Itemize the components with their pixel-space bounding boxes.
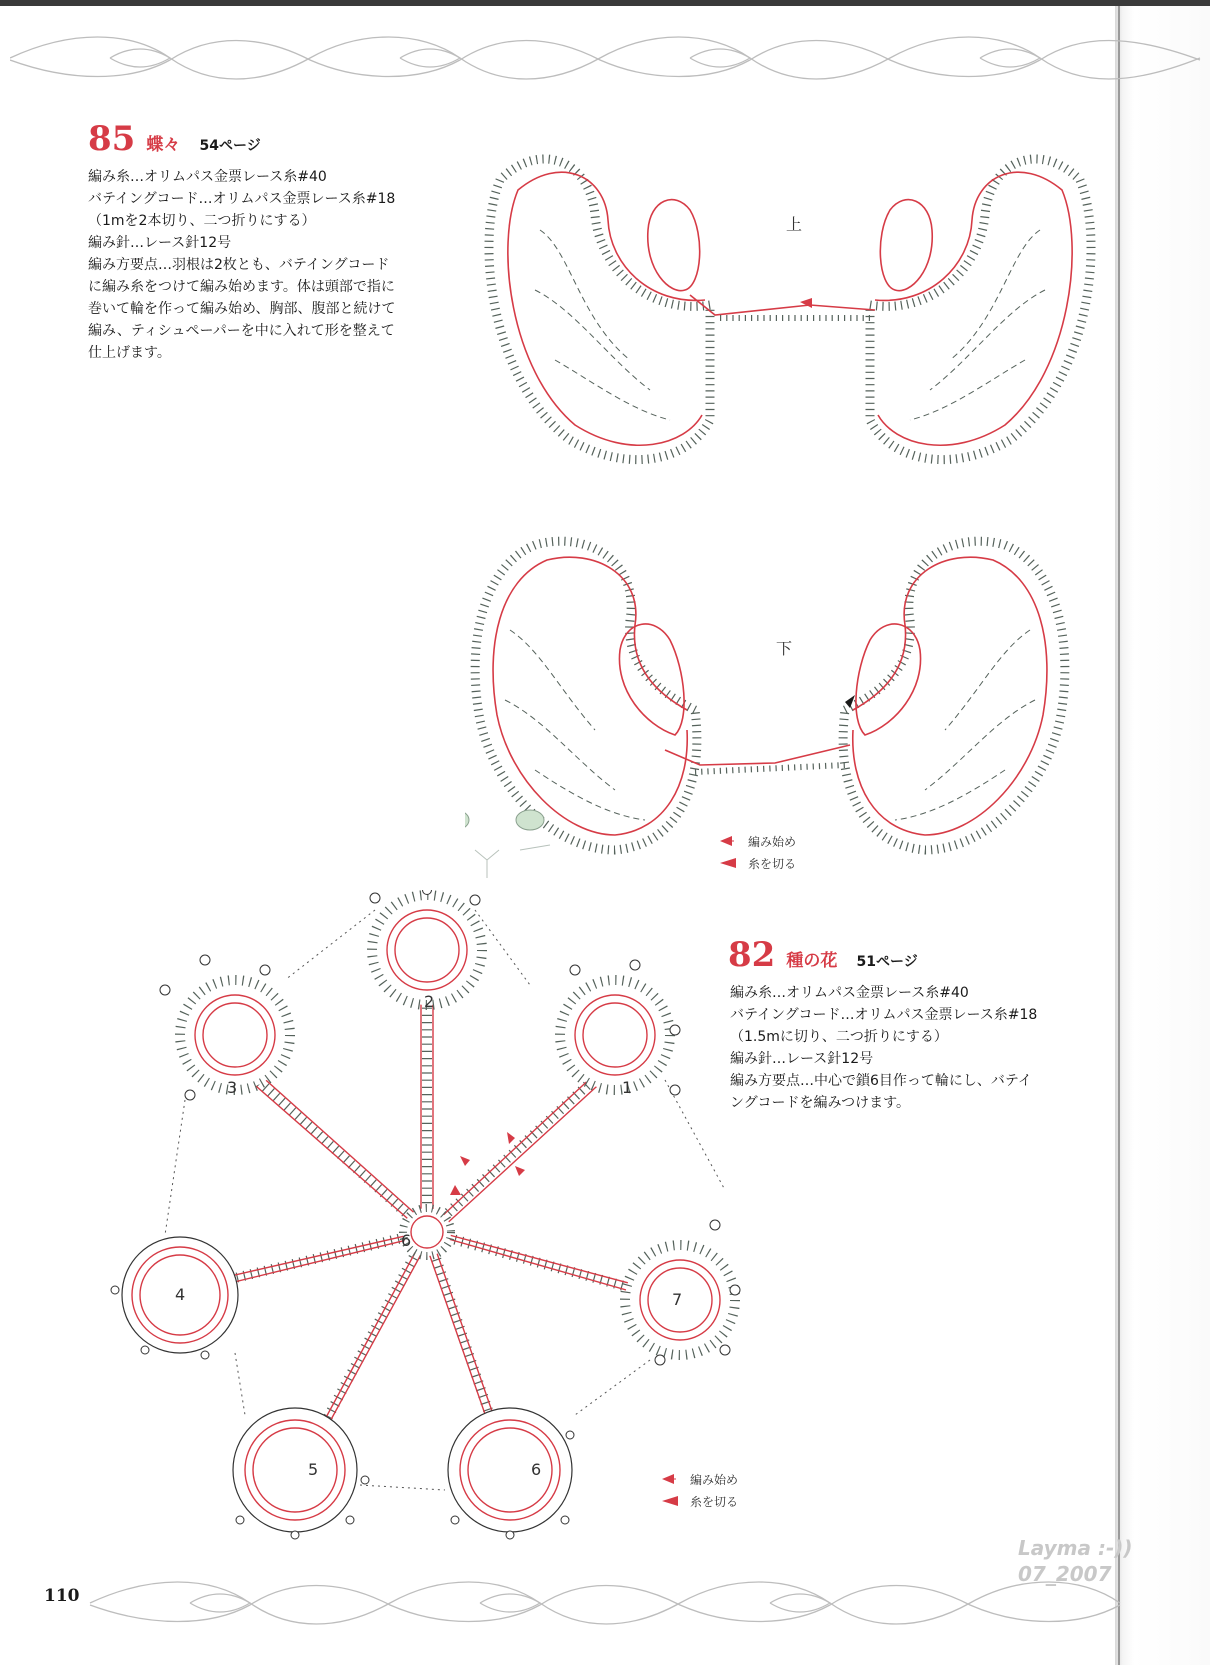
cut-thread-icon xyxy=(662,1496,690,1506)
page-number: 110 xyxy=(44,1586,80,1606)
legend-start-label: 編み始め xyxy=(748,834,797,849)
instruction-line: 編み方要点…羽根は2枚とも、バテイングコード xyxy=(88,257,390,273)
legend-start-item xyxy=(662,1468,738,1490)
petal-label-5: 5 xyxy=(308,1460,319,1479)
legend-start-label: 編み始め xyxy=(690,1472,739,1487)
instruction-line: バテイングコード…オリムパス金票レース糸#18 xyxy=(730,1007,1038,1023)
pattern-82-instructions xyxy=(730,982,1037,1114)
instruction-line: に編み糸をつけて編み始めます。体は頭部で指に xyxy=(88,279,395,295)
instruction-line: （1mを2本切り、二つ折りにする） xyxy=(88,213,316,229)
instruction-line: 編み、ティシュペーパーを中に入れて形を整えて xyxy=(88,323,395,339)
upper-wings-label: 上 xyxy=(786,215,803,234)
scan-edge xyxy=(0,0,1210,6)
top-flourish-border xyxy=(10,30,1210,85)
instruction-line: 編み糸…オリムパス金票レース糸#40 xyxy=(730,985,969,1001)
legend-start-item xyxy=(720,830,796,852)
legend-cut-label: 糸を切る xyxy=(748,856,797,871)
watermark-line: Layma :-)) xyxy=(1018,1536,1133,1560)
instruction-line: 編み針…レース針12号 xyxy=(730,1051,874,1067)
pattern-85-name: 蝶々 xyxy=(146,135,181,155)
petal-label-7: 7 xyxy=(672,1290,683,1309)
pattern-82-number: 82 xyxy=(728,935,776,975)
legend-cut-label: 糸を切る xyxy=(690,1494,739,1509)
flower-center-label: 6 xyxy=(401,1231,412,1250)
gutter-line xyxy=(1118,0,1120,1665)
lower-wings-label: 下 xyxy=(776,639,793,658)
start-arrow-icon xyxy=(662,1474,690,1484)
petal-label-3: 3 xyxy=(227,1078,238,1097)
legend-cut-item xyxy=(720,852,796,874)
instruction-line: 巻いて輪を作って編み始め、胸部、腹部と続けて xyxy=(88,301,396,317)
petal-label-2: 2 xyxy=(424,992,435,1011)
butterfly-upper-wings-diagram xyxy=(480,120,1105,495)
pattern-82-legend xyxy=(662,1468,738,1512)
instruction-line: 編み方要点…中心で鎖6目作って輪にし、バテイ xyxy=(730,1073,1032,1089)
page-gutter xyxy=(1115,0,1210,1665)
scanner-watermark xyxy=(1018,1535,1133,1587)
pattern-85-legend xyxy=(720,830,796,874)
legend-cut-item xyxy=(662,1490,738,1512)
instruction-line: 編み針…レース針12号 xyxy=(88,235,232,251)
instruction-line: 仕上げます。 xyxy=(88,345,171,361)
petal-label-6: 6 xyxy=(531,1460,542,1479)
instruction-line: 編み糸…オリムパス金票レース糸#40 xyxy=(88,169,327,185)
pattern-85-header xyxy=(88,119,261,159)
petal-label-4: 4 xyxy=(175,1285,186,1304)
pattern-82-name: 種の花 xyxy=(786,951,838,971)
instruction-line: バテイングコード…オリムパス金票レース糸#18 xyxy=(88,191,396,207)
seed-flower-diagram xyxy=(105,890,765,1540)
watermark-line: 07_2007 xyxy=(1018,1562,1112,1586)
petal-label-1: 1 xyxy=(622,1078,633,1097)
instruction-line: （1.5mに切り、二つ折りにする） xyxy=(730,1029,948,1045)
pattern-85-number: 85 xyxy=(88,119,136,159)
cut-thread-icon xyxy=(720,858,748,868)
instruction-line: ングコードを編みつけます。 xyxy=(730,1095,911,1111)
pattern-82-page-ref: 51ページ xyxy=(856,954,918,970)
start-arrow-icon xyxy=(720,836,748,846)
pattern-85-page-ref: 54ページ xyxy=(199,138,261,154)
pattern-85-instructions xyxy=(88,166,395,364)
